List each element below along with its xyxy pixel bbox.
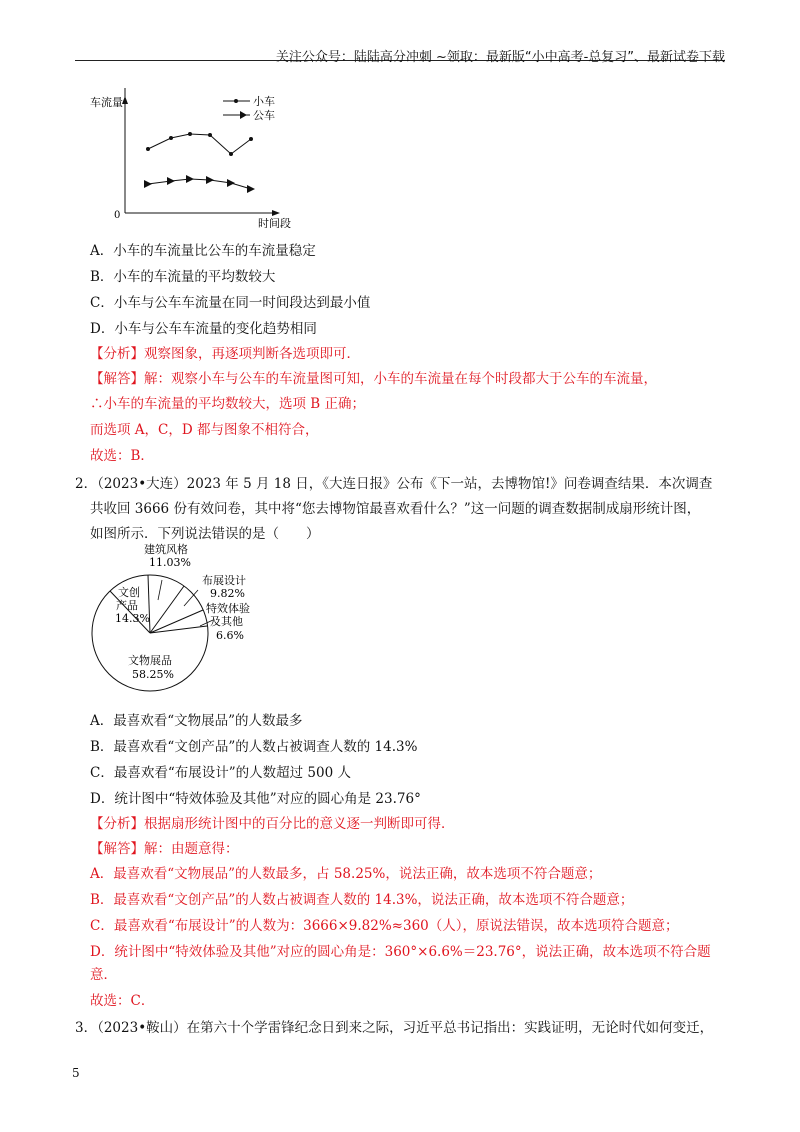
q2-stem-line1: 2．（2023•大连）2023 年 5 月 18 日，《大连日报》公布《下一站，去博物馆!》问卷调查结果．本次调查 bbox=[75, 476, 713, 492]
bus-point bbox=[167, 177, 175, 185]
pie-value-effects: 6.6% bbox=[216, 629, 244, 642]
pie-value-creative: 14.3% bbox=[115, 612, 150, 625]
museum-pie-chart bbox=[88, 540, 268, 700]
pie-value-architecture: 11.03% bbox=[149, 556, 191, 569]
q2-answer: 故选：C． bbox=[90, 993, 155, 1009]
pie-label-creative-1: 文创 bbox=[118, 586, 140, 599]
traffic-line-chart bbox=[90, 88, 320, 228]
q2-stem-line3: 如图所示．下列说法错误的是（ ） bbox=[90, 526, 320, 542]
car-point bbox=[249, 137, 253, 141]
q2-solution-d-line1: D．统计图中“特效体验及其他”对应的圆心角是：360°×6.6%＝23.76°，说法正确，故本选项不符合题 bbox=[90, 944, 711, 960]
legend-bus: 公车 bbox=[253, 109, 275, 122]
q2-option-a: A．最喜欢看“文物展品”的人数最多 bbox=[90, 713, 303, 729]
q1-option-c: C．小车与公车车流量在同一时间段达到最小值 bbox=[90, 295, 371, 311]
chart-origin: 0 bbox=[114, 210, 121, 221]
page-header bbox=[75, 8, 725, 65]
q2-option-b: B．最喜欢看“文创产品”的人数占被调查人数的 14.3% bbox=[90, 739, 418, 755]
pie-label-creative-2: 产品 bbox=[116, 599, 138, 612]
q1-option-a: A．小车的车流量比公车的车流量稳定 bbox=[90, 243, 316, 259]
pie-label-relics: 文物展品 bbox=[128, 654, 172, 667]
q1-solution-line3: 而选项 A，C，D 都与图象不相符合， bbox=[90, 422, 319, 438]
q2-option-d: D．统计图中“特效体验及其他”对应的圆心角是 23.76° bbox=[90, 791, 421, 807]
q1-answer: 故选：B． bbox=[90, 448, 154, 464]
pie-label-effects-2: 及其他 bbox=[210, 615, 243, 628]
car-point bbox=[229, 152, 233, 156]
bus-point bbox=[144, 180, 152, 188]
q2-analysis: 【分析】根据扇形统计图中的百分比的意义逐一判断即可得． bbox=[90, 816, 455, 832]
q2-solution-c: C．最喜欢看“布展设计”的人数为：3666×9.82%≈360（人），原说法错误，故本选项符合题意； bbox=[90, 918, 679, 934]
pie-value-exhibition: 9.82% bbox=[210, 587, 245, 600]
legend-car: 小车 bbox=[253, 95, 275, 108]
car-series-line bbox=[148, 134, 251, 154]
q2-solution-head: 【解答】解：由题意得： bbox=[90, 841, 239, 857]
pie-label-architecture: 建筑风格 bbox=[144, 543, 188, 556]
bus-point bbox=[227, 179, 235, 187]
q2-solution-a: A．最喜欢看“文物展品”的人数最多，占 58.25%，说法正确，故本选项不符合题意； bbox=[90, 866, 602, 882]
q1-analysis: 【分析】观察图象，再逐项判断各选项即可． bbox=[90, 346, 360, 362]
q1-option-b: B．小车的车流量的平均数较大 bbox=[90, 269, 276, 285]
q1-option-d: D．小车与公车车流量的变化趋势相同 bbox=[90, 321, 317, 337]
q2-stem-line2: 共收回 3666 份有效问卷，其中将“您去博物馆最喜欢看什么？”这一问题的调查数据制成扇形统计图， bbox=[90, 501, 701, 517]
page-number: 5 bbox=[72, 1066, 80, 1080]
bus-point bbox=[247, 185, 255, 193]
bus-point bbox=[186, 175, 194, 183]
pie-label-exhibition: 布展设计 bbox=[202, 574, 246, 587]
header-text: 关注公众号：陆陆高分冲刺 ~领取：最新版“小中高考-总复习”、最新试卷下载 bbox=[275, 50, 725, 65]
car-point bbox=[208, 133, 212, 137]
q2-solution-d-line2: 意． bbox=[90, 967, 117, 983]
q1-solution-line1: 【解答】解：观察小车与公车的车流量图可知，小车的车流量在每个时段都大于公车的车流量， bbox=[90, 371, 657, 387]
bus-series-line bbox=[148, 179, 251, 189]
car-point bbox=[146, 147, 150, 151]
q2-solution-b: B．最喜欢看“文创产品”的人数占被调查人数的 14.3%，说法正确，故本选项不符合题意； bbox=[90, 892, 634, 908]
pie-value-relics: 58.25% bbox=[132, 668, 174, 681]
q2-option-c: C．最喜欢看“布展设计”的人数超过 500 人 bbox=[90, 765, 351, 781]
bus-point bbox=[206, 176, 214, 184]
car-point bbox=[188, 132, 192, 136]
q1-solution-line2: ∴小车的车流量的平均数较大，选项 B 正确； bbox=[90, 396, 366, 412]
pie-label-effects-1: 特效体验 bbox=[206, 602, 250, 615]
car-point bbox=[169, 136, 173, 140]
chart-ylabel: 车流量 bbox=[90, 96, 123, 109]
q3-stem-line1: 3．（2023•鞍山）在第六十个学雷锋纪念日到来之际，习近平总书记指出：实践证明，无论时代如何变迁， bbox=[75, 1020, 714, 1036]
chart-xlabel: 时间段 bbox=[258, 217, 291, 228]
